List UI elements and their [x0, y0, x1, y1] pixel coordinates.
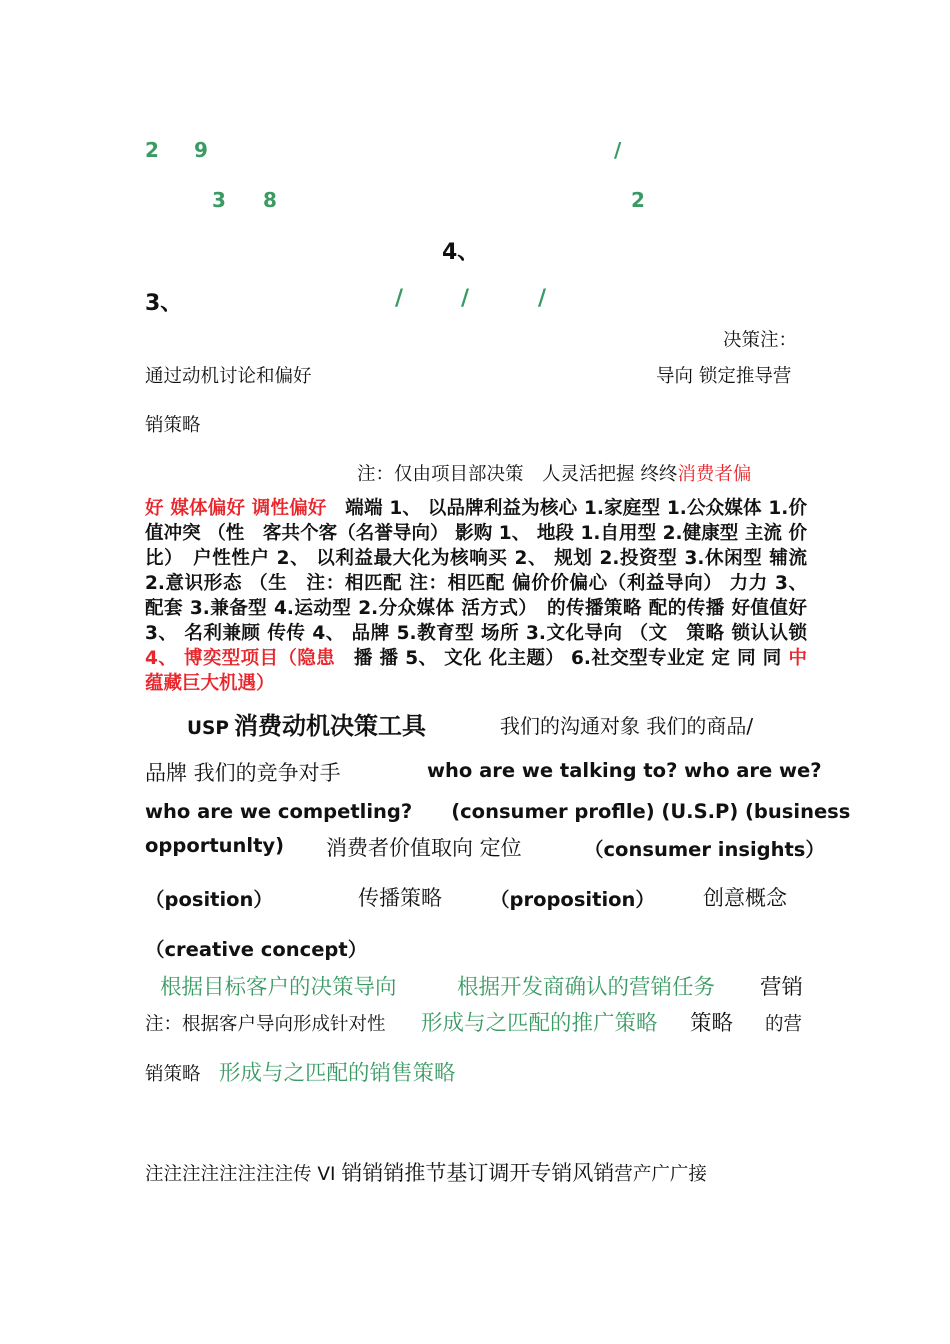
- paragraph-body-1: 端端 1、 以品牌利益为核心 1.家庭型 1.公众媒体 1.价值冲突 （性 客共个客（名誉导向） 影购 1、 地段 1.自用型 2.健康型 主流 价比） 户性性户 2、 以利益最大化为核响买 2、 规划 2.投资型 3.休闲型 辅流 2.意识形态 （生 注：相匹配 注：相匹配 偏价价偏心（利益导向） 力力 3、 配套 3.兼备型 4.运动型 2.分众媒体 活方式） 的传播策略 配的传播 好值值好 3、 名利兼顾 传传 4、 品牌 5.教育型 场所 3.文化导向 （文 策略 锁认认锁: [145, 498, 807, 644]
- position-label: （position）: [145, 888, 273, 911]
- opportunity-cn: 消费者价值取向 定位: [326, 836, 522, 860]
- bottom-line-c: 营产广广接: [614, 1164, 707, 1185]
- slash-2: /: [461, 286, 470, 311]
- brand-line-cn: 品牌 我们的竞争对手: [145, 761, 341, 785]
- header-num-2: 2: [145, 138, 159, 162]
- header-num-2b: 2: [631, 188, 645, 212]
- header-num-9: 9: [194, 138, 208, 162]
- usp-rest: 我们的沟通对象 我们的商品/: [500, 714, 754, 738]
- slash-3: /: [538, 286, 547, 311]
- paragraph-red-end: 中蕴藏巨大机遇）: [145, 648, 807, 694]
- note-line-text: 注：仅由项目部决策 人灵活把握 终终: [357, 464, 678, 485]
- paragraph-red-start: 好 媒体偏好 调性偏好: [145, 498, 327, 519]
- strategy-word: 策略: [690, 1011, 734, 1036]
- paragraph-red-mid: 4、 博奕型项目（隐患: [145, 648, 335, 669]
- opportunity-en: opportunlty): [145, 834, 285, 857]
- note-line: [357, 460, 751, 486]
- green-promotion-strategy: 形成与之匹配的推广策略: [421, 1011, 658, 1036]
- center-heading: 4、: [442, 240, 480, 265]
- marketing-word: 营销: [760, 975, 804, 1000]
- header-slash: /: [614, 138, 622, 162]
- dense-paragraph: [145, 496, 807, 696]
- creative-concept-en: （creative concept）: [145, 938, 368, 961]
- creative-concept-cn: 创意概念: [703, 886, 787, 910]
- marketing-of: 的营: [765, 1014, 803, 1035]
- decision-note: 决策注：: [723, 330, 798, 351]
- green-marketing-task: 根据开发商确认的营销任务: [457, 975, 716, 1000]
- bottom-line-a: 注注注注注注注注传 VI: [145, 1164, 342, 1185]
- motive-line-left: 通过动机讨论和偏好: [145, 366, 312, 387]
- paragraph-body-2: 播 播 5、 文化 化主题） 6.社交型专业定 定 同 同: [334, 648, 789, 669]
- green-decision-direction: 根据目标客户的决策导向: [160, 975, 397, 1000]
- usp-label: USP: [187, 718, 229, 739]
- sales-strategy-label: 销策略: [145, 1064, 201, 1085]
- green-sales-strategy: 形成与之匹配的销售策略: [219, 1061, 456, 1086]
- header-num-3: 3: [212, 188, 226, 212]
- proposition-label: （proposition）: [490, 888, 655, 911]
- motive-line-right: 导向 锁定推导营: [656, 366, 792, 387]
- slash-1: /: [395, 286, 404, 311]
- tool-title: 消费动机决策工具: [234, 712, 426, 740]
- note-customer-direction: 注：根据客户导向形成针对性: [145, 1014, 386, 1035]
- section-number: 3、: [145, 291, 183, 316]
- opportunity-en2: （consumer insights）: [584, 838, 825, 861]
- brand-line-en: who are we talking to? who are we?: [427, 759, 822, 782]
- usp-line: [187, 706, 426, 741]
- note-line-red: 消费者偏: [677, 464, 752, 485]
- header-num-8: 8: [263, 188, 277, 212]
- bottom-line-b: 销销销推节基订调开专销风销: [341, 1161, 615, 1185]
- strategy-line: 销策略: [145, 415, 201, 436]
- bottom-line: [145, 1157, 707, 1187]
- communication-strategy: 传播策略: [358, 886, 442, 910]
- competing-line: who are we competling? (consumer proflle) (U.S.P) (business: [145, 800, 851, 823]
